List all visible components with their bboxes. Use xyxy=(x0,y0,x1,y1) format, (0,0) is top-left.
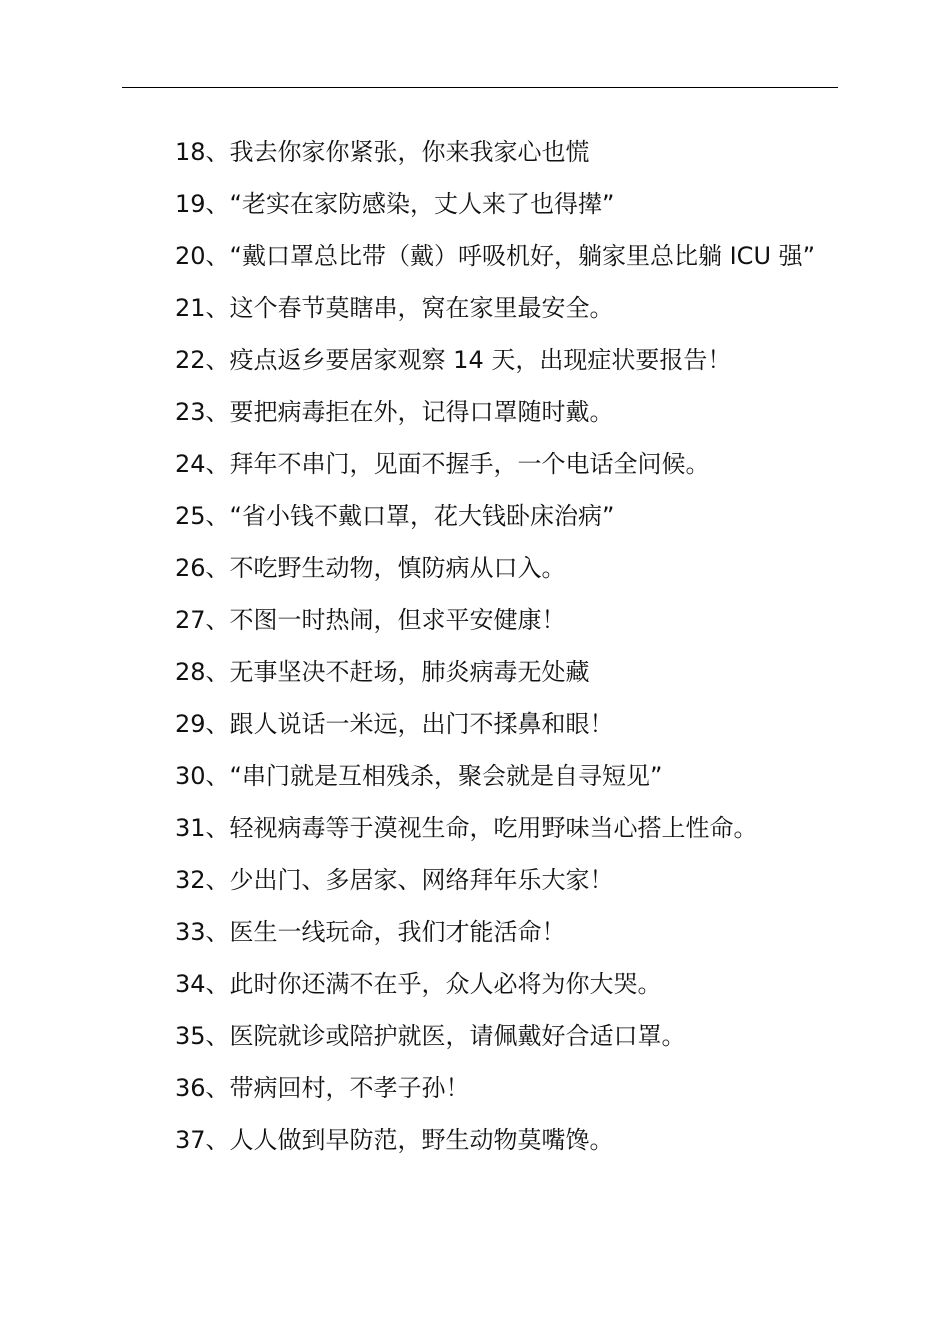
item-separator: 、 xyxy=(205,866,230,894)
item-number: 19 xyxy=(175,190,206,218)
item-number: 29 xyxy=(175,710,206,738)
item-separator: 、 xyxy=(205,242,230,270)
item-text: 不图一时热闹，但求平安健康！ xyxy=(229,606,566,634)
item-text: 跟人说话一米远，出门不揉鼻和眼！ xyxy=(229,710,614,738)
item-number: 26 xyxy=(175,554,206,582)
list-item xyxy=(123,1010,839,1062)
item-text: “老实在家防感染，丈人来了也得撵” xyxy=(229,190,615,218)
item-separator: 、 xyxy=(205,450,230,478)
item-text: 这个春节莫瞎串，窝在家里最安全。 xyxy=(229,294,614,322)
item-text: 医院就诊或陪护就医，请佩戴好合适口罩。 xyxy=(229,1022,686,1050)
item-number: 33 xyxy=(175,918,206,946)
list-item xyxy=(123,282,839,334)
list-item xyxy=(123,802,839,854)
item-separator: 、 xyxy=(205,554,230,582)
list-item xyxy=(123,854,839,906)
list-item xyxy=(123,126,839,178)
header-rule xyxy=(122,87,838,88)
item-separator: 、 xyxy=(205,346,230,374)
item-separator: 、 xyxy=(205,138,230,166)
list-item xyxy=(123,178,839,230)
list-item xyxy=(123,646,839,698)
item-separator: 、 xyxy=(205,294,230,322)
list-item xyxy=(123,906,839,958)
item-text: 不吃野生动物，慎防病从口入。 xyxy=(229,554,566,582)
item-text: 我去你家你紧张，你来我家心也慌 xyxy=(229,138,590,166)
list-item xyxy=(123,386,839,438)
list-item xyxy=(123,698,839,750)
item-separator: 、 xyxy=(205,658,230,686)
item-text: 疫点返乡要居家观察 14 天，出现症状要报告！ xyxy=(229,346,732,374)
list-item xyxy=(123,490,839,542)
item-number: 37 xyxy=(175,1126,206,1154)
item-text: 医生一线玩命，我们才能活命！ xyxy=(229,918,566,946)
item-text: 人人做到早防范，野生动物莫嘴馋。 xyxy=(229,1126,614,1154)
item-number: 22 xyxy=(175,346,206,374)
item-number: 32 xyxy=(175,866,206,894)
item-number: 27 xyxy=(175,606,206,634)
item-separator: 、 xyxy=(205,502,230,530)
item-number: 20 xyxy=(175,242,206,270)
item-number: 21 xyxy=(175,294,206,322)
item-text: “串门就是互相残杀，聚会就是自寻短见” xyxy=(229,762,663,790)
item-text: 无事坚决不赶场，肺炎病毒无处藏 xyxy=(229,658,590,686)
item-number: 23 xyxy=(175,398,206,426)
item-number: 36 xyxy=(175,1074,206,1102)
item-separator: 、 xyxy=(205,606,230,634)
item-number: 31 xyxy=(175,814,206,842)
item-separator: 、 xyxy=(205,918,230,946)
list-item xyxy=(123,230,839,282)
item-separator: 、 xyxy=(205,762,230,790)
item-text: “省小钱不戴口罩，花大钱卧床治病” xyxy=(229,502,615,530)
item-separator: 、 xyxy=(205,1126,230,1154)
item-separator: 、 xyxy=(205,1022,230,1050)
item-number: 28 xyxy=(175,658,206,686)
item-separator: 、 xyxy=(205,710,230,738)
list-item xyxy=(123,334,839,386)
item-number: 18 xyxy=(175,138,206,166)
item-separator: 、 xyxy=(205,190,230,218)
item-text: 带病回村，不孝子孙！ xyxy=(229,1074,470,1102)
list-item xyxy=(123,594,839,646)
item-separator: 、 xyxy=(205,970,230,998)
item-text: 轻视病毒等于漠视生命，吃用野味当心搭上性命。 xyxy=(229,814,758,842)
list-item xyxy=(123,542,839,594)
item-number: 25 xyxy=(175,502,206,530)
slogan-list xyxy=(123,126,839,1166)
list-item xyxy=(123,958,839,1010)
item-number: 30 xyxy=(175,762,206,790)
item-text: “戴口罩总比带（戴）呼吸机好，躺家里总比躺 ICU 强” xyxy=(229,242,816,270)
list-item xyxy=(123,1062,839,1114)
list-item xyxy=(123,438,839,490)
item-separator: 、 xyxy=(205,1074,230,1102)
item-separator: 、 xyxy=(205,814,230,842)
item-text: 少出门、多居家、网络拜年乐大家！ xyxy=(229,866,614,894)
item-number: 35 xyxy=(175,1022,206,1050)
item-number: 24 xyxy=(175,450,206,478)
item-text: 要把病毒拒在外，记得口罩随时戴。 xyxy=(229,398,614,426)
list-item xyxy=(123,750,839,802)
item-separator: 、 xyxy=(205,398,230,426)
item-text: 此时你还满不在乎，众人必将为你大哭。 xyxy=(229,970,662,998)
item-number: 34 xyxy=(175,970,206,998)
list-item xyxy=(123,1114,839,1166)
item-text: 拜年不串门，见面不握手，一个电话全问候。 xyxy=(229,450,710,478)
